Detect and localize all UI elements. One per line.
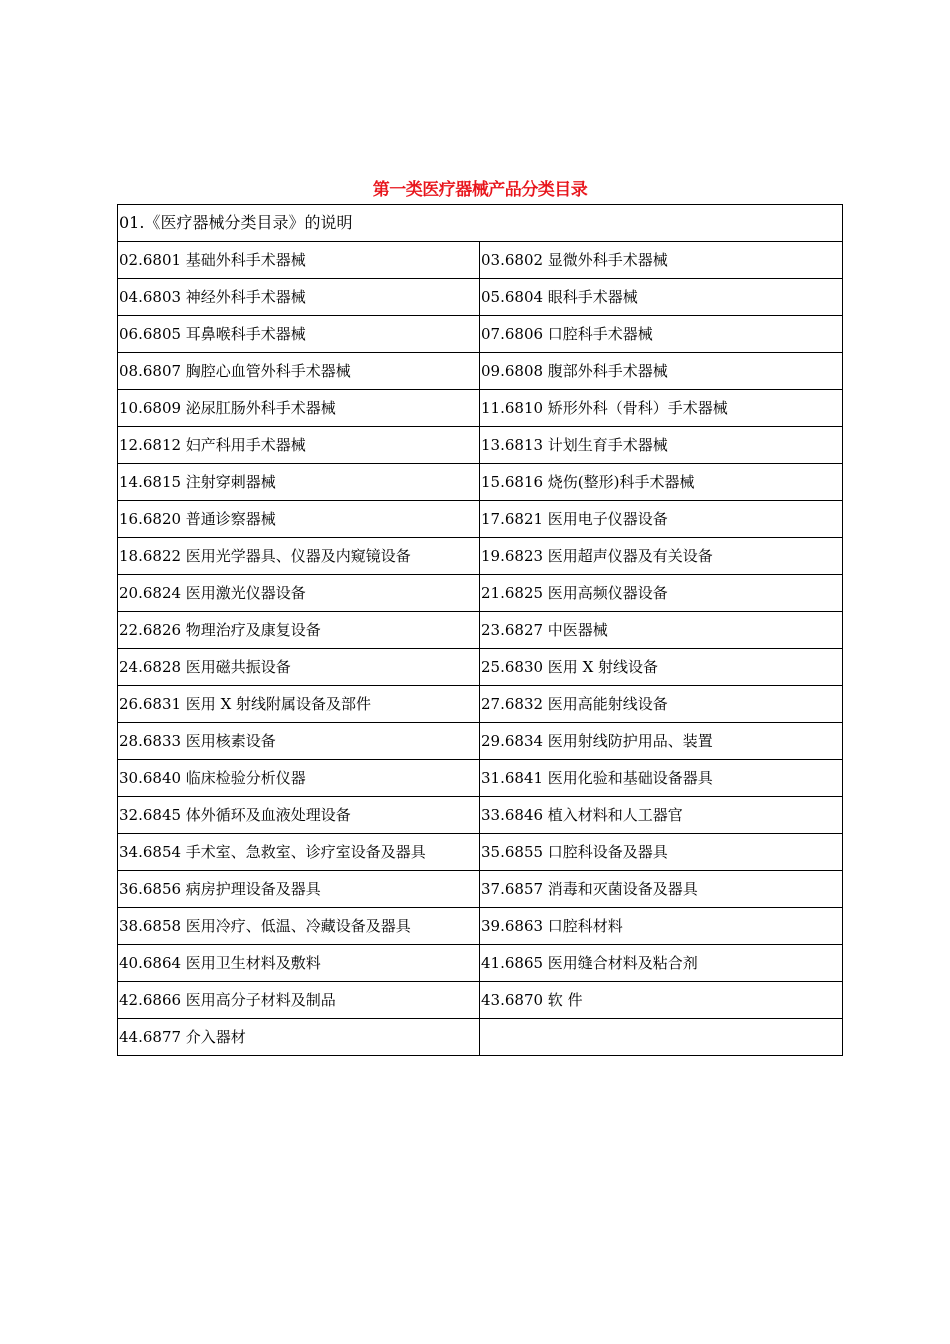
- catalog-cell-right: 05.6804 眼科手术器械: [480, 279, 843, 316]
- catalog-row: [118, 686, 843, 723]
- catalog-cell-left: 02.6801 基础外科手术器械: [118, 242, 480, 279]
- catalog-cell-left: 12.6812 妇产科用手术器械: [118, 427, 480, 464]
- catalog-description-cell: 01.《医疗器械分类目录》的说明: [118, 205, 843, 242]
- catalog-cell-left: 04.6803 神经外科手术器械: [118, 279, 480, 316]
- catalog-row: [118, 279, 843, 316]
- catalog-cell-right: 19.6823 医用超声仪器及有关设备: [480, 538, 843, 575]
- catalog-cell-left: 28.6833 医用核素设备: [118, 723, 480, 760]
- catalog-cell-left: 14.6815 注射穿刺器械: [118, 464, 480, 501]
- catalog-cell-left: 32.6845 体外循环及血液处理设备: [118, 797, 480, 834]
- catalog-cell-left: 16.6820 普通诊察器械: [118, 501, 480, 538]
- catalog-cell-right: 21.6825 医用高频仪器设备: [480, 575, 843, 612]
- catalog-table-body: [118, 205, 843, 1056]
- catalog-cell-left: 38.6858 医用冷疗、低温、冷藏设备及器具: [118, 908, 480, 945]
- catalog-header-row: [118, 205, 843, 242]
- catalog-row: [118, 945, 843, 982]
- catalog-row: [118, 538, 843, 575]
- catalog-cell-left: 40.6864 医用卫生材料及敷料: [118, 945, 480, 982]
- catalog-row: [118, 575, 843, 612]
- catalog-row: [118, 982, 843, 1019]
- catalog-row: [118, 1019, 843, 1056]
- catalog-row: [118, 316, 843, 353]
- catalog-cell-right: 13.6813 计划生育手术器械: [480, 427, 843, 464]
- catalog-cell-right: 31.6841 医用化验和基础设备器具: [480, 760, 843, 797]
- catalog-cell-right: 23.6827 中医器械: [480, 612, 843, 649]
- catalog-row: [118, 908, 843, 945]
- catalog-cell-left: 30.6840 临床检验分析仪器: [118, 760, 480, 797]
- catalog-row: [118, 760, 843, 797]
- catalog-cell-right: 33.6846 植入材料和人工器官: [480, 797, 843, 834]
- catalog-cell-right: 07.6806 口腔科手术器械: [480, 316, 843, 353]
- catalog-cell-right: 35.6855 口腔科设备及器具: [480, 834, 843, 871]
- catalog-row: [118, 427, 843, 464]
- catalog-cell-left: 44.6877 介入器材: [118, 1019, 480, 1056]
- page-title: 第一类医疗器械产品分类目录: [372, 180, 588, 200]
- catalog-row: [118, 464, 843, 501]
- catalog-cell-left: 06.6805 耳鼻喉科手术器械: [118, 316, 480, 353]
- catalog-cell-right: 41.6865 医用缝合材料及粘合剂: [480, 945, 843, 982]
- catalog-cell-left: 26.6831 医用 X 射线附属设备及部件: [118, 686, 480, 723]
- catalog-row: [118, 871, 843, 908]
- catalog-cell-left: 20.6824 医用激光仪器设备: [118, 575, 480, 612]
- catalog-row: [118, 353, 843, 390]
- catalog-table: [117, 204, 843, 1056]
- catalog-row: [118, 390, 843, 427]
- catalog-cell-right: 39.6863 口腔科材料: [480, 908, 843, 945]
- catalog-row: [118, 242, 843, 279]
- catalog-cell-right: 17.6821 医用电子仪器设备: [480, 501, 843, 538]
- catalog-cell-left: 34.6854 手术室、急救室、诊疗室设备及器具: [118, 834, 480, 871]
- catalog-cell-left: 42.6866 医用高分子材料及制品: [118, 982, 480, 1019]
- catalog-row: [118, 612, 843, 649]
- catalog-cell-left: 10.6809 泌尿肛肠外科手术器械: [118, 390, 480, 427]
- catalog-cell-left: 36.6856 病房护理设备及器具: [118, 871, 480, 908]
- catalog-row: [118, 501, 843, 538]
- catalog-row: [118, 649, 843, 686]
- catalog-cell-right: 11.6810 矫形外科（骨科）手术器械: [480, 390, 843, 427]
- catalog-cell-left: 08.6807 胸腔心血管外科手术器械: [118, 353, 480, 390]
- catalog-cell-right: 29.6834 医用射线防护用品、装置: [480, 723, 843, 760]
- catalog-row: [118, 723, 843, 760]
- catalog-cell-right: 27.6832 医用高能射线设备: [480, 686, 843, 723]
- catalog-cell-right: 15.6816 烧伤(整形)科手术器械: [480, 464, 843, 501]
- catalog-cell-right: 43.6870 软 件: [480, 982, 843, 1019]
- catalog-cell-left: 24.6828 医用磁共振设备: [118, 649, 480, 686]
- catalog-cell-right: 25.6830 医用 X 射线设备: [480, 649, 843, 686]
- catalog-cell-left: 18.6822 医用光学器具、仪器及内窥镜设备: [118, 538, 480, 575]
- catalog-cell-right: 03.6802 显微外科手术器械: [480, 242, 843, 279]
- catalog-cell-right: 37.6857 消毒和灭菌设备及器具: [480, 871, 843, 908]
- catalog-cell-left: 22.6826 物理治疗及康复设备: [118, 612, 480, 649]
- catalog-cell-right: [480, 1019, 843, 1056]
- catalog-cell-right: 09.6808 腹部外科手术器械: [480, 353, 843, 390]
- catalog-row: [118, 834, 843, 871]
- catalog-row: [118, 797, 843, 834]
